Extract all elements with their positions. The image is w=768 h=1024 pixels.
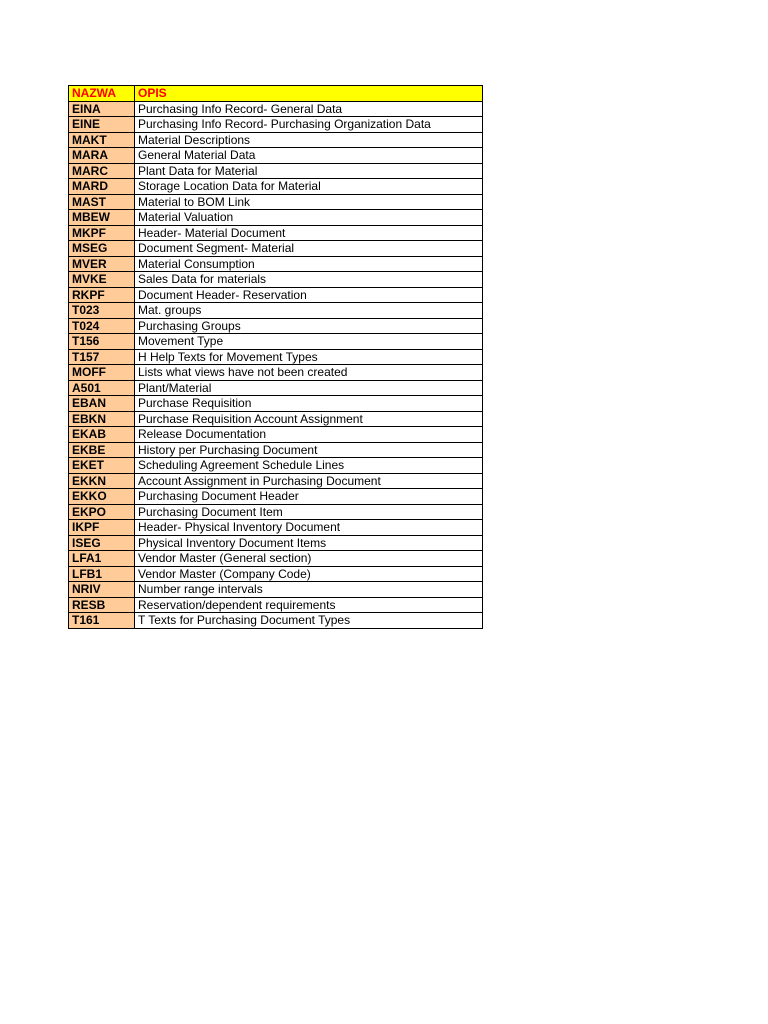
table-name-cell: EINA bbox=[69, 101, 135, 117]
table-name-cell: MOFF bbox=[69, 365, 135, 381]
table-name-cell: T157 bbox=[69, 349, 135, 365]
table-name-cell: T024 bbox=[69, 318, 135, 334]
table-row bbox=[69, 194, 483, 210]
table-description-cell: Plant/Material bbox=[135, 380, 483, 396]
table-row bbox=[69, 225, 483, 241]
table-row bbox=[69, 210, 483, 226]
table-row bbox=[69, 520, 483, 536]
table-name-cell: MBEW bbox=[69, 210, 135, 226]
table-row bbox=[69, 101, 483, 117]
table-name-cell: EKKO bbox=[69, 489, 135, 505]
table-name-cell: EBAN bbox=[69, 396, 135, 412]
table-row bbox=[69, 582, 483, 598]
table-name-cell: A501 bbox=[69, 380, 135, 396]
table-description-cell: Material to BOM Link bbox=[135, 194, 483, 210]
table-name-cell: NRIV bbox=[69, 582, 135, 598]
table-name-cell: EKET bbox=[69, 458, 135, 474]
table-name-cell: ISEG bbox=[69, 535, 135, 551]
table-name-cell: T161 bbox=[69, 613, 135, 629]
table-row bbox=[69, 566, 483, 582]
table-row bbox=[69, 597, 483, 613]
table-row bbox=[69, 272, 483, 288]
table-name-cell: RKPF bbox=[69, 287, 135, 303]
table-name-cell: MARD bbox=[69, 179, 135, 195]
table-row bbox=[69, 411, 483, 427]
table-description-cell: Material Valuation bbox=[135, 210, 483, 226]
table-description-cell: Document Header- Reservation bbox=[135, 287, 483, 303]
table-name-cell: EKKN bbox=[69, 473, 135, 489]
table-row bbox=[69, 365, 483, 381]
table-name-cell: MVER bbox=[69, 256, 135, 272]
table-name-cell: EKPO bbox=[69, 504, 135, 520]
table-description-cell: General Material Data bbox=[135, 148, 483, 164]
table-name-cell: IKPF bbox=[69, 520, 135, 536]
table-description-cell: Plant Data for Material bbox=[135, 163, 483, 179]
table-row bbox=[69, 256, 483, 272]
header-name: NAZWA bbox=[69, 86, 135, 102]
table-row bbox=[69, 380, 483, 396]
table-name-cell: MVKE bbox=[69, 272, 135, 288]
sap-tables-list bbox=[68, 85, 483, 629]
table-description-cell: Purchase Requisition Account Assignment bbox=[135, 411, 483, 427]
table-row bbox=[69, 132, 483, 148]
table-row bbox=[69, 427, 483, 443]
table-name-cell: MAKT bbox=[69, 132, 135, 148]
table-description-cell: Purchase Requisition bbox=[135, 396, 483, 412]
table-name-cell: MSEG bbox=[69, 241, 135, 257]
table-description-cell: Scheduling Agreement Schedule Lines bbox=[135, 458, 483, 474]
table-row bbox=[69, 504, 483, 520]
table-row bbox=[69, 318, 483, 334]
table-description-cell: Vendor Master (Company Code) bbox=[135, 566, 483, 582]
table-description-cell: Storage Location Data for Material bbox=[135, 179, 483, 195]
table-name-cell: MAST bbox=[69, 194, 135, 210]
table-description-cell: T Texts for Purchasing Document Types bbox=[135, 613, 483, 629]
table-description-cell: Purchasing Document Item bbox=[135, 504, 483, 520]
table-row bbox=[69, 117, 483, 133]
table-description-cell: Purchasing Info Record- General Data bbox=[135, 101, 483, 117]
table-description-cell: Header- Material Document bbox=[135, 225, 483, 241]
table-row bbox=[69, 473, 483, 489]
table-description-cell: Release Documentation bbox=[135, 427, 483, 443]
table-name-cell: RESB bbox=[69, 597, 135, 613]
table-description-cell: Document Segment- Material bbox=[135, 241, 483, 257]
table-row bbox=[69, 241, 483, 257]
table-name-cell: EKAB bbox=[69, 427, 135, 443]
table-row bbox=[69, 334, 483, 350]
table-description-cell: Sales Data for materials bbox=[135, 272, 483, 288]
table-description-cell: H Help Texts for Movement Types bbox=[135, 349, 483, 365]
table-description-cell: Mat. groups bbox=[135, 303, 483, 319]
table-name-cell: T156 bbox=[69, 334, 135, 350]
table-description-cell: Account Assignment in Purchasing Document bbox=[135, 473, 483, 489]
table-row bbox=[69, 163, 483, 179]
table-row bbox=[69, 535, 483, 551]
table-description-cell: Header- Physical Inventory Document bbox=[135, 520, 483, 536]
table-description-cell: Lists what views have not been created bbox=[135, 365, 483, 381]
table-row bbox=[69, 613, 483, 629]
table-name-cell: LFB1 bbox=[69, 566, 135, 582]
table-row bbox=[69, 458, 483, 474]
table-row bbox=[69, 396, 483, 412]
table-name-cell: EKBE bbox=[69, 442, 135, 458]
table-row bbox=[69, 489, 483, 505]
table-row bbox=[69, 148, 483, 164]
header-description: OPIS bbox=[135, 86, 483, 102]
table-description-cell: Vendor Master (General section) bbox=[135, 551, 483, 567]
table-row bbox=[69, 349, 483, 365]
table-body bbox=[69, 86, 483, 629]
table-row bbox=[69, 287, 483, 303]
table-description-cell: Reservation/dependent requirements bbox=[135, 597, 483, 613]
table-name-cell: EINE bbox=[69, 117, 135, 133]
table-name-cell: MKPF bbox=[69, 225, 135, 241]
table-row bbox=[69, 442, 483, 458]
table-description-cell: History per Purchasing Document bbox=[135, 442, 483, 458]
table-description-cell: Number range intervals bbox=[135, 582, 483, 598]
header-row bbox=[69, 86, 483, 102]
table-description-cell: Movement Type bbox=[135, 334, 483, 350]
table-description-cell: Purchasing Document Header bbox=[135, 489, 483, 505]
table-description-cell: Purchasing Groups bbox=[135, 318, 483, 334]
table-description-cell: Material Consumption bbox=[135, 256, 483, 272]
table-description-cell: Physical Inventory Document Items bbox=[135, 535, 483, 551]
table-row bbox=[69, 303, 483, 319]
table-name-cell: LFA1 bbox=[69, 551, 135, 567]
table-description-cell: Purchasing Info Record- Purchasing Organization Data bbox=[135, 117, 483, 133]
table-name-cell: T023 bbox=[69, 303, 135, 319]
table-description-cell: Material Descriptions bbox=[135, 132, 483, 148]
table-row bbox=[69, 551, 483, 567]
table-name-cell: MARC bbox=[69, 163, 135, 179]
table-name-cell: EBKN bbox=[69, 411, 135, 427]
table-name-cell: MARA bbox=[69, 148, 135, 164]
table-row bbox=[69, 179, 483, 195]
